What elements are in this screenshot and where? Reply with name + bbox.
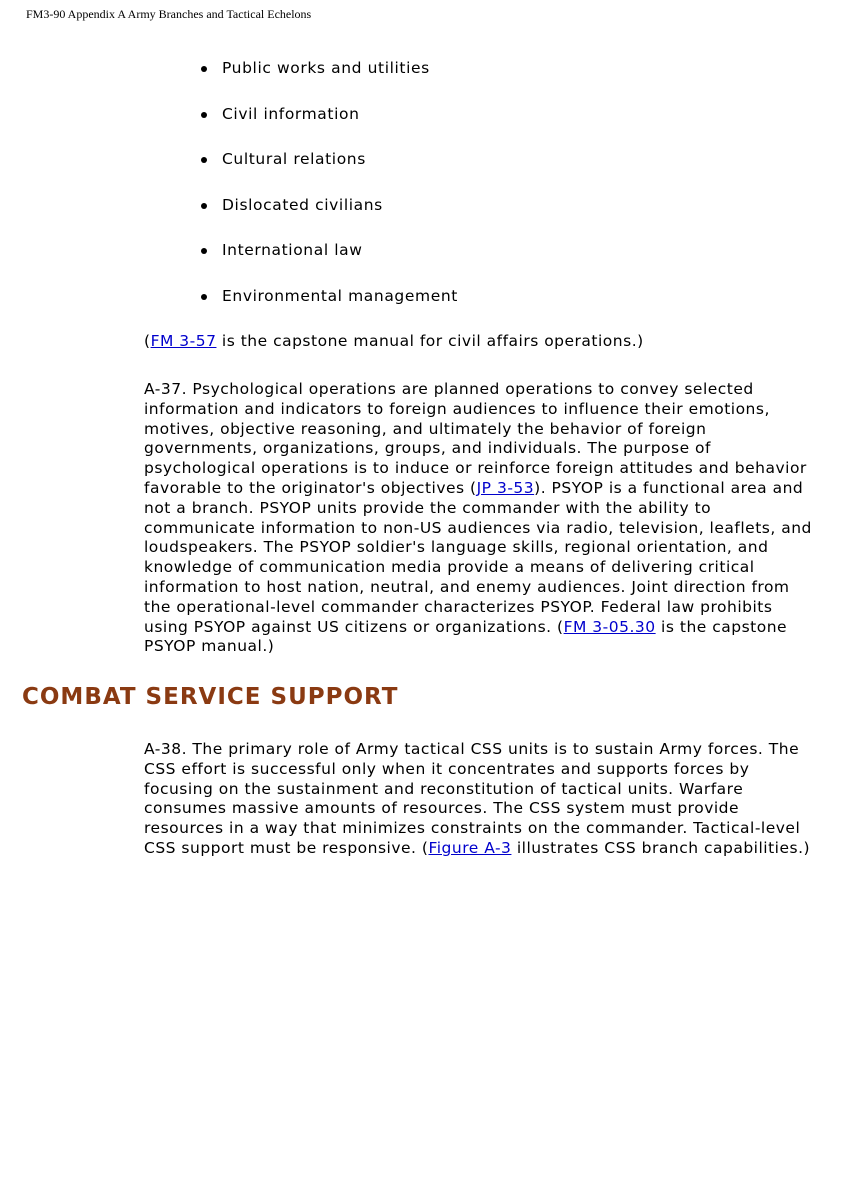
jp-3-53-link[interactable]: JP 3-53 <box>476 478 535 497</box>
bullet-list <box>196 58 458 332</box>
bullet-icon <box>201 157 207 163</box>
list-item <box>196 240 458 286</box>
bullet-icon <box>201 66 207 72</box>
list-item <box>196 58 458 104</box>
fm-3-57-link[interactable]: FM 3-57 <box>150 332 217 350</box>
list-item-text: Public works and utilities <box>222 59 430 77</box>
list-item <box>196 149 458 195</box>
list-item-text: Environmental management <box>222 286 458 305</box>
bullet-icon <box>201 112 207 118</box>
running-header: FM3-90 Appendix A Army Branches and Tactical Echelons <box>26 7 312 21</box>
capstone-reference-paragraph <box>144 332 812 352</box>
a38-text-part-1: A-38. The primary role of Army tactical CSS units is to sustain Army forces. The CSS effort is successful only when it concentrates and supports forces by focusing on the sustainment and reconstitution of tactical units. Warfare consumes massive amounts of resources. The CSS system must provide resources in a way that minimizes constraints on the commander. Tactical-level CSS support must be responsive. ( <box>144 740 801 857</box>
list-item <box>196 286 458 332</box>
list-item-text: Dislocated civilians <box>222 195 383 214</box>
a38-text-part-2: illustrates CSS branch capabilities.) <box>511 838 811 857</box>
list-item <box>196 195 458 241</box>
list-item <box>196 104 458 150</box>
a37-text-part-3: is the capstone PSYOP manual.) <box>144 617 788 656</box>
ref-open-text: ( <box>144 332 151 350</box>
paragraph-a38 <box>144 740 812 859</box>
section-heading: COMBAT SERVICE SUPPORT <box>22 684 399 710</box>
list-item-text: Cultural relations <box>222 150 366 169</box>
bullet-icon <box>201 294 207 300</box>
list-item-text: International law <box>222 241 363 260</box>
a37-text-part-2: ). PSYOP is a functional area and not a branch. PSYOP units provide the commander with the ability to communicate information to non-US audiences via radio, television, leaflets, and loudspeakers. The PSYOP soldier's language skills, regional orientation, and knowledge of communication media provide a means of delivering critical information to host nation, neutral, and enemy audiences. Joint direction from the operational-level commander characterizes PSYOP. Federal law prohibits using PSYOP against US citizens or organizations. ( <box>144 478 812 636</box>
list-item-text: Civil information <box>222 104 360 123</box>
figure-a-3-link[interactable]: Figure A-3 <box>428 838 512 857</box>
bullet-icon <box>201 248 207 254</box>
paragraph-a37 <box>144 380 812 657</box>
a37-text-part-1: A-37. Psychological operations are planned operations to convey selected information and indicators to foreign audiences to influence their emotions, motives, objective reasoning, and ultimately the behavior of foreign governments, organizations, groups, and individuals. The purpose of psychological operations is to induce or reinforce foreign attitudes and behavior favorable to the originator's objectives ( <box>144 380 807 497</box>
fm-3-05-30-link[interactable]: FM 3-05.30 <box>563 617 656 636</box>
bullet-icon <box>201 203 207 209</box>
ref-rest-text: is the capstone manual for civil affairs operations.) <box>216 332 644 350</box>
